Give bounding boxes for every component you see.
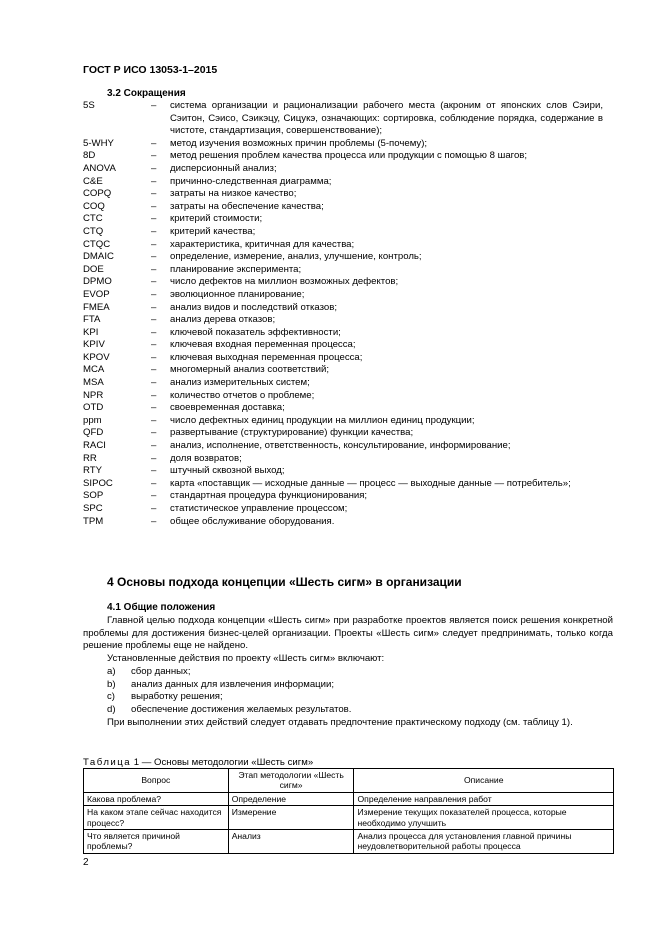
abbreviation-definition: статистическое управление процессом; bbox=[170, 503, 348, 514]
table-row bbox=[84, 830, 614, 854]
abbreviation-item bbox=[83, 516, 603, 529]
abbreviation-dash: – bbox=[151, 225, 157, 237]
abbreviation-definition: критерий стоимости; bbox=[170, 213, 263, 225]
action-item bbox=[107, 666, 351, 679]
cell-description: Измерение текущих показателей процесса, которые необходимо улучшить bbox=[354, 806, 614, 830]
abbreviation-dash: – bbox=[151, 465, 157, 477]
abbreviation-term: MSA bbox=[83, 377, 104, 389]
abbreviation-term: MCA bbox=[83, 364, 105, 376]
abbreviation-dash: – bbox=[151, 339, 157, 351]
abbreviation-term: CTQC bbox=[83, 238, 111, 250]
abbreviation-term: KPOV bbox=[83, 351, 110, 363]
action-marker: c) bbox=[107, 691, 115, 703]
action-item bbox=[107, 704, 351, 717]
abbreviation-dash: – bbox=[151, 263, 157, 275]
abbreviation-definition: штучный сквозной выход; bbox=[170, 465, 285, 477]
action-text: выработку решения; bbox=[131, 691, 223, 703]
cell-description: Определение направления работ bbox=[354, 792, 614, 805]
abbreviation-definition: количество отчетов о проблеме; bbox=[170, 389, 315, 401]
abbreviation-definition: карта «поставщик — исходные данные — процесс — выходные данные — потребитель»; bbox=[170, 477, 571, 489]
abbreviation-term: KPI bbox=[83, 326, 99, 338]
abbreviation-dash: – bbox=[151, 100, 157, 111]
abbreviation-item bbox=[83, 188, 603, 201]
abbreviation-dash: – bbox=[151, 377, 157, 389]
abbreviation-dash: – bbox=[151, 162, 157, 174]
document-header: ГОСТ Р ИСО 13053-1–2015 bbox=[83, 64, 218, 76]
abbreviation-dash: – bbox=[151, 200, 157, 212]
abbreviation-item bbox=[83, 478, 603, 491]
abbreviation-item bbox=[83, 327, 603, 340]
abbreviation-definition: доля возвратов; bbox=[170, 452, 242, 464]
abbreviation-definition: планирование эксперимента; bbox=[170, 263, 302, 275]
abbreviation-term: SIPOC bbox=[83, 477, 113, 489]
abbreviation-item bbox=[83, 150, 603, 163]
abbreviation-item bbox=[83, 427, 603, 440]
abbreviation-definition: метод изучения возможных причин проблемы (5-почему); bbox=[170, 137, 428, 149]
abbreviation-item bbox=[83, 302, 603, 315]
abbreviation-item bbox=[83, 402, 603, 415]
table-caption bbox=[83, 757, 313, 768]
abbreviation-term: RTY bbox=[83, 465, 103, 477]
abbreviation-definition: затраты на обеспечение качества; bbox=[170, 200, 324, 212]
abbreviation-definition: характеристика, критичная для качества; bbox=[170, 238, 355, 250]
abbreviation-term: OTD bbox=[83, 402, 104, 414]
column-header-stage: Этап методологии «Шесть сигм» bbox=[228, 769, 354, 793]
abbreviation-term: RACI bbox=[83, 440, 106, 452]
abbreviation-dash: – bbox=[151, 314, 157, 326]
abbreviation-definition: причинно-следственная диаграмма; bbox=[170, 175, 332, 187]
abbreviation-dash: – bbox=[151, 175, 157, 187]
section-3-2-title: 3.2 Сокращения bbox=[107, 88, 186, 99]
column-header-description: Описание bbox=[354, 769, 614, 793]
table-caption-label: Таблица bbox=[83, 757, 132, 768]
cell-stage: Анализ bbox=[228, 830, 354, 854]
abbreviation-term: TPM bbox=[83, 515, 104, 527]
cell-stage: Определение bbox=[228, 792, 354, 805]
abbreviation-definition: число дефектов на миллион возможных дефектов; bbox=[170, 276, 399, 288]
abbreviation-term: DMAIC bbox=[83, 251, 114, 263]
abbreviation-dash: – bbox=[151, 440, 157, 452]
abbreviation-item bbox=[83, 213, 603, 226]
abbreviation-dash: – bbox=[151, 188, 157, 200]
abbreviation-definition: метод решения проблем качества процесса или продукции с помощью 8 шагов; bbox=[170, 150, 528, 162]
abbreviation-dash: – bbox=[151, 503, 157, 514]
abbreviation-definition: система организации и рационализации рабочего места (акроним от японских слов Сэири, Сэитон, Сэисо, Сэикэцу, Сицукэ, означающих: сортировка, соблюдение порядка, содержание в чистоте, стандартизация, совершенствование); bbox=[170, 100, 603, 137]
abbreviation-item bbox=[83, 138, 603, 151]
abbreviation-item bbox=[83, 364, 603, 377]
action-item bbox=[107, 691, 351, 704]
abbreviation-definition: многомерный анализ соответствий; bbox=[170, 364, 330, 376]
abbreviation-term: DOE bbox=[83, 263, 104, 275]
abbreviation-definition: затраты на низкое качество; bbox=[170, 188, 297, 200]
abbreviation-definition: стандартная процедура функционирования; bbox=[170, 490, 368, 502]
abbreviation-dash: – bbox=[151, 213, 157, 225]
abbreviation-dash: – bbox=[151, 251, 157, 263]
paragraph-goal: Главной целью подхода концепции «Шесть сигм» при разработке проектов является поиск решения конкретной проблемы для достижения бизнес-целей организации. Проекты «Шесть сигм» следует предпринимать, только когда решение проблемы еще не найдено. bbox=[83, 615, 613, 652]
abbreviation-term: 5-WHY bbox=[83, 137, 114, 149]
paragraph-approach: При выполнении этих действий следует отдавать предпочтение практическому подходу (см. таблицу 1). bbox=[107, 717, 573, 728]
abbreviation-dash: – bbox=[151, 150, 157, 162]
action-text: обеспечение достижения желаемых результатов. bbox=[131, 703, 352, 715]
abbreviation-term: DPMO bbox=[83, 276, 112, 288]
methodology-table bbox=[83, 768, 614, 854]
abbreviation-definition: ключевая входная переменная процесса; bbox=[170, 339, 356, 351]
abbreviation-dash: – bbox=[151, 238, 157, 250]
abbreviation-definition: дисперсионный анализ; bbox=[170, 162, 277, 174]
abbreviation-definition: анализ видов и последствий отказов; bbox=[170, 301, 338, 313]
cell-stage: Измерение bbox=[228, 806, 354, 830]
abbreviation-term: CTQ bbox=[83, 225, 104, 237]
action-marker: b) bbox=[107, 678, 116, 690]
abbreviation-item bbox=[83, 201, 603, 214]
abbreviation-dash: – bbox=[151, 402, 157, 414]
abbreviation-term: KPIV bbox=[83, 339, 105, 351]
abbreviation-term: C&E bbox=[83, 175, 103, 187]
abbreviation-definition: общее обслуживание оборудования. bbox=[170, 515, 335, 527]
abbreviation-item bbox=[83, 415, 603, 428]
abbreviation-term: RR bbox=[83, 452, 97, 464]
abbreviation-dash: – bbox=[151, 452, 157, 464]
abbreviation-term: CTC bbox=[83, 213, 103, 225]
cell-question: Что является причиной проблемы? bbox=[84, 830, 229, 854]
cell-question: Какова проблема? bbox=[84, 792, 229, 805]
abbreviation-term: FTA bbox=[83, 314, 101, 326]
abbreviation-item bbox=[83, 239, 603, 252]
abbreviation-dash: – bbox=[151, 288, 157, 300]
cell-description: Анализ процесса для установления главной причины неудовлетворительной работы процесса bbox=[354, 830, 614, 854]
abbreviation-definition: анализ измерительных систем; bbox=[170, 377, 310, 389]
abbreviation-term: FMEA bbox=[83, 301, 110, 313]
abbreviation-dash: – bbox=[151, 427, 157, 439]
column-header-question: Вопрос bbox=[84, 769, 229, 793]
section-4-1-title: 4.1 Общие положения bbox=[107, 602, 216, 613]
abbreviation-dash: – bbox=[151, 301, 157, 313]
abbreviation-item bbox=[83, 289, 603, 302]
paragraph-actions-intro: Установленные действия по проекту «Шесть сигм» включают: bbox=[107, 653, 385, 664]
abbreviation-dash: – bbox=[151, 276, 157, 288]
abbreviation-dash: – bbox=[151, 389, 157, 401]
abbreviation-item bbox=[83, 264, 603, 277]
abbreviation-term: ANOVA bbox=[83, 162, 116, 174]
section-4-title: 4 Основы подхода концепции «Шесть сигм» в организации bbox=[107, 575, 462, 589]
abbreviation-term: COQ bbox=[83, 200, 105, 212]
abbreviation-term: SOP bbox=[83, 490, 104, 502]
abbreviation-item bbox=[83, 465, 603, 478]
action-item bbox=[107, 679, 351, 692]
abbreviation-list bbox=[83, 100, 603, 528]
abbreviation-term: EVOP bbox=[83, 288, 110, 300]
abbreviation-definition: анализ, исполнение, ответственность, консультирование, информирование; bbox=[170, 440, 511, 452]
abbreviation-definition: определение, измерение, анализ, улучшение, контроль; bbox=[170, 251, 422, 263]
abbreviation-definition: эволюционное планирование; bbox=[170, 288, 305, 300]
abbreviation-item bbox=[83, 251, 603, 264]
abbreviation-dash: – bbox=[151, 351, 157, 363]
abbreviation-definition: ключевой показатель эффективности; bbox=[170, 326, 341, 338]
cell-question: На каком этапе сейчас находится процесс? bbox=[84, 806, 229, 830]
actions-list bbox=[107, 666, 351, 716]
abbreviation-dash: – bbox=[151, 137, 157, 149]
abbreviation-item bbox=[83, 163, 603, 176]
action-text: анализ данных для извлечения информации; bbox=[131, 678, 335, 690]
abbreviation-item bbox=[83, 377, 603, 390]
abbreviation-item bbox=[83, 176, 603, 189]
table-row bbox=[84, 792, 614, 805]
abbreviation-item bbox=[83, 226, 603, 239]
abbreviation-dash: – bbox=[151, 364, 157, 376]
table-caption-text: 1 — Основы методологии «Шесть сигм» bbox=[131, 757, 314, 768]
abbreviation-item bbox=[83, 339, 603, 352]
abbreviation-definition: своевременная доставка; bbox=[170, 402, 285, 414]
table-row bbox=[84, 806, 614, 830]
abbreviation-dash: – bbox=[151, 414, 157, 426]
action-marker: d) bbox=[107, 703, 116, 715]
abbreviation-definition: развертывание (структурирование) функции качества; bbox=[170, 427, 414, 439]
abbreviation-term: COPQ bbox=[83, 188, 112, 200]
abbreviation-item bbox=[83, 352, 603, 365]
abbreviation-definition: ключевая выходная переменная процесса; bbox=[170, 351, 363, 363]
action-text: сбор данных; bbox=[131, 666, 191, 677]
abbreviation-definition: число дефектных единиц продукции на миллион единиц продукции; bbox=[170, 414, 475, 426]
abbreviation-definition: анализ дерева отказов; bbox=[170, 314, 276, 326]
abbreviation-item bbox=[83, 503, 603, 516]
abbreviation-dash: – bbox=[151, 326, 157, 338]
table-header-row bbox=[84, 769, 614, 793]
abbreviation-term: QFD bbox=[83, 427, 104, 439]
abbreviation-dash: – bbox=[151, 515, 157, 527]
abbreviation-dash: – bbox=[151, 477, 157, 489]
abbreviation-term: SPC bbox=[83, 503, 103, 514]
abbreviation-item bbox=[83, 100, 603, 138]
abbreviation-term: ppm bbox=[83, 414, 102, 426]
abbreviation-item bbox=[83, 276, 603, 289]
abbreviation-definition: критерий качества; bbox=[170, 225, 256, 237]
abbreviation-term: 8D bbox=[83, 150, 96, 162]
action-marker: a) bbox=[107, 666, 116, 677]
abbreviation-term: NPR bbox=[83, 389, 104, 401]
abbreviation-item bbox=[83, 314, 603, 327]
page-number: 2 bbox=[83, 857, 89, 868]
abbreviation-item bbox=[83, 490, 603, 503]
abbreviation-item bbox=[83, 453, 603, 466]
abbreviation-item bbox=[83, 390, 603, 403]
abbreviation-term: 5S bbox=[83, 100, 95, 111]
abbreviation-dash: – bbox=[151, 490, 157, 502]
abbreviation-item bbox=[83, 440, 603, 453]
